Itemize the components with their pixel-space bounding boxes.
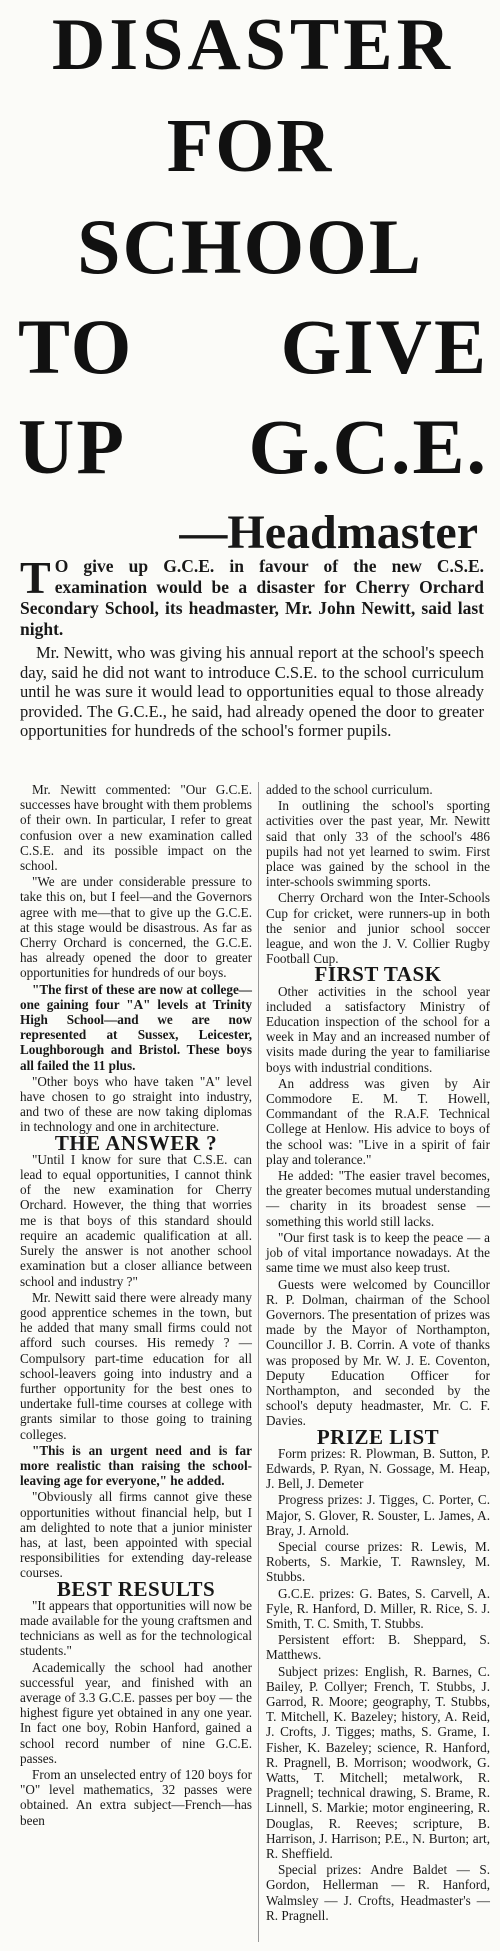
- headline-line-3: SCHOOL: [77, 203, 423, 290]
- paragraph: Cherry Orchard won the Inter-Schools Cup for cricket, were runners-up in both the senior and junior school soccer league, and won the J. V. Collier Rugby Football Cup.: [266, 890, 490, 967]
- paragraph: Mr. Newitt said there were already many good apprentice schemes in the town, but he added that many small firms could not afford such courses. His remedy ? — Compulsory part-time education for all school-leavers going into industry and a further opportunity for the best ones to undertake full-time courses at college with grants similar to those going to training colleges.: [20, 1289, 252, 1442]
- paragraph: Academically the school had another successful year, and finished with an average of 3.3 G.C.E. passes per boy — the highest figure yet obtained in any one year. In fact one boy, Robin Hanford, gained a school record number of nine G.C.E. passes.: [20, 1659, 252, 1766]
- lead-paragraph: [20, 552, 484, 640]
- paragraph: "Until I know for sure that C.S.E. can lead to equal opportunities, I cannot think of the new examination for Cherry Orchard. However, the thing that worries me is that boys of this standard should require an academic qualification at all. Surely the answer is not another school examination but a closer alliance between school and industry ?": [20, 1151, 252, 1289]
- lead-text: O give up G.C.E. in favour of the new C.S.E. examination would be a disaster for Cherry Orchard Secondary School, its headmaster, Mr. John Newitt, said last night.: [20, 556, 484, 639]
- paragraph: Other activities in the school year included a satisfactory Ministry of Education inspection of the school for a week in May and an increased number of visits made during the year to familiarise boys with industrial conditions.: [266, 983, 490, 1075]
- paragraph: Persistent effort: B. Sheppard, S. Matthews.: [266, 1632, 490, 1663]
- paragraph: added to the school curriculum.: [266, 782, 433, 797]
- subheading: THE ANSWER ?: [54, 1130, 218, 1155]
- headline-line-2: FOR: [166, 104, 334, 188]
- column-rule: [258, 782, 259, 1942]
- paragraph: Special prizes: Andre Baldet — S. Gordon, Hellerman — R. Hanford, Walmsley — J. Crofts, Headmaster's — R. Pragnell.: [266, 1862, 490, 1923]
- paragraph: An address was given by Air Commodore E. M. T. Howell, Commandant of the R.A.F. Technical College at Henlow. His advice to boys of the school was: "Live in a spirit of fair play and tolerance.": [266, 1075, 490, 1167]
- byline: —Headmaster: [179, 506, 478, 559]
- paragraph: "Obviously all firms cannot give these opportunities without financial help, but I am delighted to note that a junior minister has, at last, been appointed with special responsibilities for extending day-release courses.: [20, 1489, 252, 1581]
- paragraph: He added: "The easier travel becomes, the greater becomes mutual understanding — charity in its broadest sense — something this world still lacks.: [266, 1168, 490, 1229]
- headline-line-5: UP G.C.E.: [18, 403, 488, 490]
- paragraph: Progress prizes: J. Tigges, C. Porter, C. Major, S. Glover, R. Souster, L. James, A. Bray, J. Arnold.: [266, 1492, 490, 1538]
- paragraph: G.C.E. prizes: G. Bates, S. Carvell, A. Fyle, R. Hanford, D. Miller, R. Rice, S. J. Smith, T. C. Smith, T. Stubbs.: [266, 1585, 490, 1631]
- paragraph-bold: "This is an urgent need and is far more realistic than raising the school-leaving age for everyone," he added.: [20, 1442, 252, 1489]
- paragraph: "Our first task is to keep the peace — a job of vital importance nowadays. At the same time we must also keep trust.: [266, 1229, 490, 1276]
- paragraph: From an unselected entry of 120 boys for "O" level mathematics, 32 passes were obtained. An extra subject—French—has been: [20, 1767, 252, 1828]
- subheading: PRIZE LIST: [316, 1424, 440, 1449]
- lead-second-paragraph: Mr. Newitt, who was giving his annual report at the school's speech day, said he did not want to introduce C.S.E. to the school curriculum until he was sure it would lead to opportunities equal to those already provided. The G.C.E., he said, had already opened the door to greater opportunities for hundreds of the school's former pupils.: [20, 643, 484, 740]
- paragraph: Guests were welcomed by Councillor R. P. Dolman, chairman of the School Governors. The presentation of prizes was made by the Mayor of Northampton, Councillor J. B. Corrin. A vote of thanks was proposed by Mr. W. J. E. Coventon, Deputy Education Officer for Northampton, and seconded by the school's deputy headmaster, Mr. C. F. Davies.: [266, 1276, 490, 1429]
- paragraph: Subject prizes: English, R. Barnes, C. Bailey, P. Collyer; French, T. Stubbs, J. Garrod, R. Moore; geography, T. Stubbs, T. Mitchell, K. Bazeley; history, A. Reid, J. Crofts, J. Tigges; maths, S. Grame, I. Fisher, K. Bazeley; science, R. Hanford, R. Pragnell, B. Morrison; woodwork, G. Watts, T. Mitchell; metalwork, R. Pragnell; technical drawing, S. Brame, R. Linnell, S. Markie; motor engineering, R. Douglas, R. Reeves; scripture, B. Harrison, J. Harrison; P.E., N. Burton; art, R. Sheffield.: [266, 1663, 490, 1862]
- paragraph: "We are under considerable pressure to take this on, but I feel—and the Governors agree with me—that to give up the G.C.E. at this stage would be disastrous. As far as Cherry Orchard is concerned, the G.C.E. has already opened the door to greater opportunities for hundreds of our boys.: [20, 874, 252, 981]
- paragraph: Mr. Newitt commented: "Our G.C.E. successes have brought with them problems of their own. In particular, I refer to great confusion over a new examination called C.S.E. and its possible impact on the school.: [20, 782, 252, 874]
- paragraph: Form prizes: R. Plowman, B. Sutton, P. Edwards, P. Ryan, N. Gossage, M. Heap, J. Bell, J. Demeter: [266, 1445, 490, 1492]
- headline-line-1: DISASTER: [51, 4, 455, 86]
- headline-line-4: TO GIVE: [18, 303, 488, 390]
- paragraph: Special course prizes: R. Lewis, M. Roberts, S. Markie, T. Rawnsley, M. Stubbs.: [266, 1538, 490, 1585]
- paragraph: In outlining the school's sporting activities over the past year, Mr. Newitt said that only 33 of the school's 486 pupils had not yet learned to swim. First place was gained by the school in the inter-schools swimming sports.: [266, 798, 490, 890]
- newspaper-clipping: [8, 0, 492, 1951]
- paragraph: "It appears that opportunities will now be made available for the young craftsmen and technicians as well as for the technological students.": [20, 1597, 252, 1659]
- right-column: [266, 782, 490, 1924]
- subheading: BEST RESULTS: [56, 1576, 216, 1601]
- left-column: [20, 782, 252, 1829]
- drop-cap: T: [20, 552, 51, 603]
- paragraph: "Other boys who have taken "A" level have chosen to go straight into industry, and two of these are now taking diplomas in technology and one in architecture.: [20, 1073, 252, 1135]
- paragraph-bold: "The first of these are now at college—one gaining four "A" levels at Trinity High School—and we are now represented at Sussex, Leicester, Loughborough and Bristol. These boys all failed the 11 plus.: [20, 981, 252, 1073]
- subheading: FIRST TASK: [314, 962, 442, 987]
